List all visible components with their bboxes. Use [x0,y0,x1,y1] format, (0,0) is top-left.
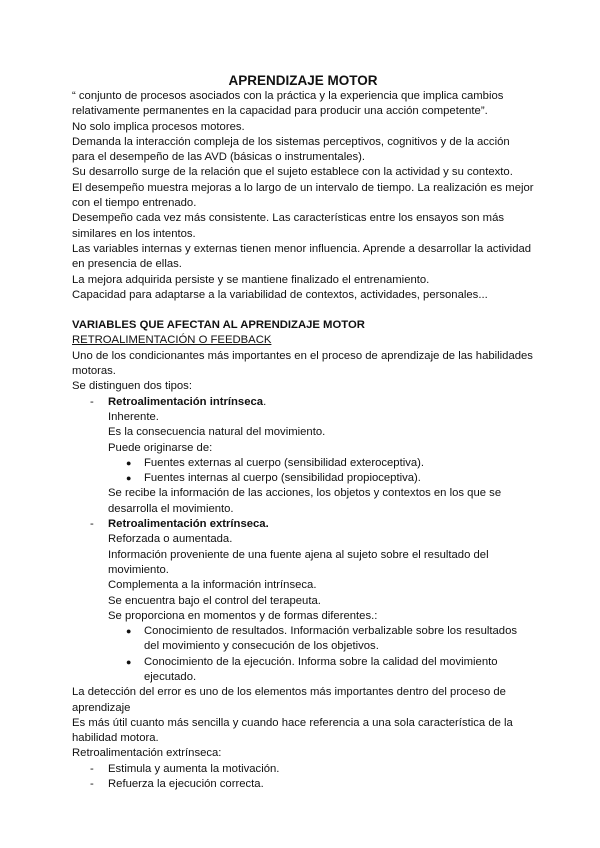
bullet-text: Conocimiento de la ejecución. Informa sobre la calidad del movimiento ejecutado. [144,655,498,683]
intro-paragraph: No solo implica procesos motores. [72,120,245,133]
item-label-suffix: . [263,395,267,408]
bullet-icon: ● [126,626,132,637]
paragraph: La detección del error es uno de los elementos más importantes dentro del proceso de aprendizaje [72,686,506,714]
sub-line: Reforzada o aumentada. [108,533,233,546]
list-item [72,471,534,486]
section-heading: VARIABLES QUE AFECTAN AL APRENDIZAJE MOTOR [72,319,365,332]
dash-marker: - [90,762,94,775]
sub-line: Complementa a la información intrínseca. [108,579,317,592]
bullet-icon: ● [126,473,132,484]
page-title: APRENDIZAJE MOTOR [228,73,378,88]
paragraph: Uno de los condicionantes más importantes en el proceso de aprendizaje de las habilidades motoras. [72,349,533,378]
intro-paragraph: Capacidad para adaptarse a la variabilidad de contextos, actividades, personales... [72,288,488,301]
sub-line: Puede originarse de: [108,441,213,454]
bullet-list [72,624,534,685]
paragraph: Es más útil cuanto más sencilla y cuando hace referencia a una sola característica de la habilidad motora. [72,716,513,745]
list-text: Estimula y aumenta la motivación. [108,762,280,775]
list-item-intrinseca [72,395,534,410]
intro-paragraph: Demanda la interacción compleja de los sistemas perceptivos, cognitivos y de la acción para el desempeño de las AVD (básicas o instrumentales). [72,135,510,164]
list-item-extrinseca [72,517,534,532]
list-item [72,456,534,471]
sub-line: Se proporciona en momentos y de formas diferentes.: [108,609,378,622]
intro-paragraph: “ conjunto de procesos asociados con la práctica y la experiencia que implica cambios relativamente permanentes en la capacidad para producir una acción competente”. [72,90,504,118]
intro-paragraph: El desempeño muestra mejoras a lo largo de un intervalo de tiempo. La realización es mejor con el tiempo entrenado. [72,181,534,210]
intro-paragraph: Su desarrollo surge de la relación que el sujeto establece con la actividad y su contexto. [72,166,513,179]
list-item [72,777,534,792]
document-body [72,73,534,792]
bullet-text: Fuentes externas al cuerpo (sensibilidad exteroceptiva). [144,456,425,469]
dash-marker: - [90,778,94,791]
bullet-text: Conocimiento de resultados. Información verbalizable sobre los resultados del movimiento y consecución de los objetivos. [144,625,517,653]
list-text: Refuerza la ejecución correcta. [108,778,264,791]
item-label: Retroalimentación intrínseca [108,395,264,408]
intro-paragraph: Desempeño cada vez más consistente. Las características entre los ensayos son más similares en los intentos. [72,212,505,240]
dash-list [72,762,534,793]
item-label: Retroalimentación extrínseca. [108,518,269,531]
sub-line: Inherente. [108,410,159,423]
intro-paragraph: La mejora adquirida persiste y se mantiene finalizado el entrenamiento. [72,273,430,286]
intro-paragraph: Las variables internas y externas tienen menor influencia. Aprende a desarrollar la actividad en presencia de ellas. [72,242,532,271]
dash-marker: - [90,518,94,531]
list-item [72,762,534,777]
bullet-list [72,456,534,487]
list-item [72,624,534,655]
sub-line: Es la consecuencia natural del movimiento. [108,426,326,439]
sub-line: Se recibe la información de las acciones, los objetos y contextos en los que se desarrolla el movimiento. [108,487,502,515]
bullet-text: Fuentes internas al cuerpo (sensibilidad propioceptiva). [144,472,421,485]
bullet-icon: ● [126,656,132,667]
list-item [72,655,534,686]
sub-line: Se encuentra bajo el control del terapeuta. [108,594,321,607]
paragraph: Se distinguen dos tipos: [72,380,192,393]
sub-line: Información proveniente de una fuente ajena al sujeto sobre el resultado del movimiento. [108,548,489,576]
dash-marker: - [90,395,94,408]
bullet-icon: ● [126,457,132,468]
section-subheading: RETROALIMENTACIÓN O FEEDBACK [72,334,272,347]
paragraph: Retroalimentación extrínseca: [72,747,222,760]
